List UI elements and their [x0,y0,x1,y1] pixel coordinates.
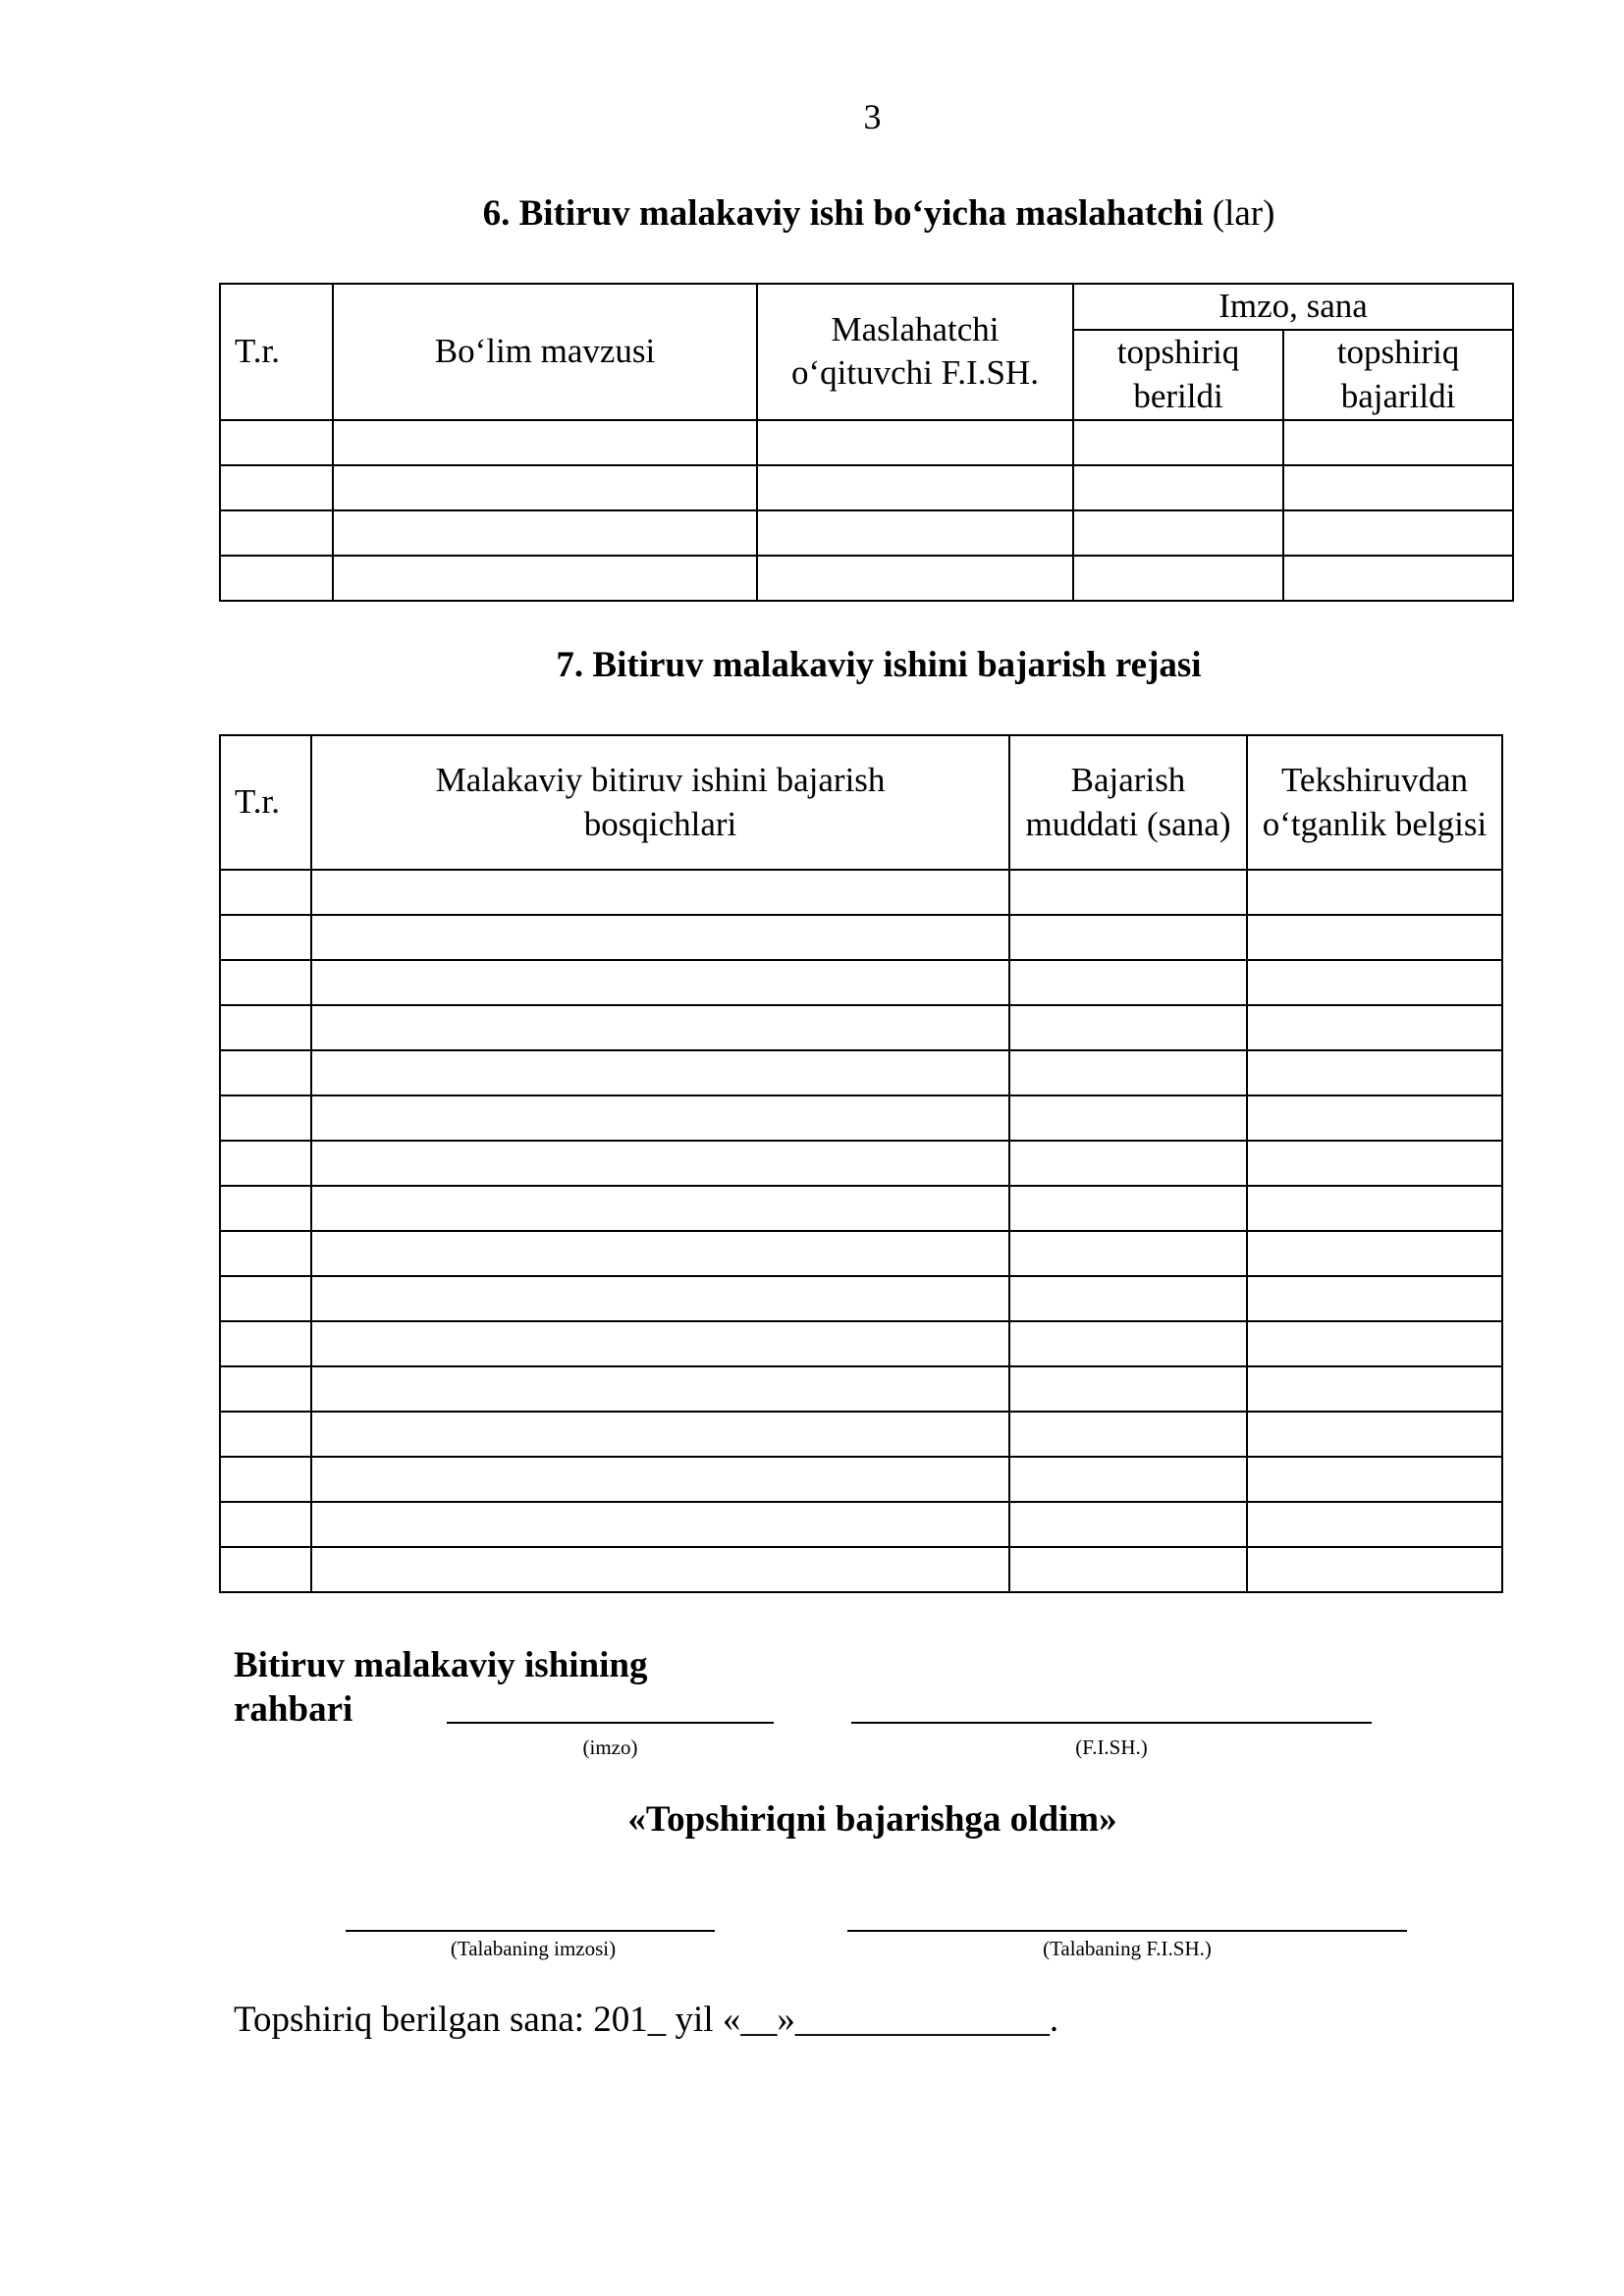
table-cell[interactable] [757,510,1073,556]
supervisor-name-line[interactable] [851,1722,1372,1724]
table-row [220,465,1513,510]
table-cell[interactable] [311,1412,1009,1457]
section-6-title-tail: (lar) [1203,193,1275,234]
advisors-header-done: topshiriq bajarildi [1283,330,1513,420]
table-cell[interactable] [1283,556,1513,601]
table-cell[interactable] [1009,1231,1247,1276]
table-cell[interactable] [1247,870,1502,915]
table-row [220,1050,1502,1095]
plan-header-check: Tekshiruvdan o‘tganlik belgisi [1247,735,1502,870]
table-cell[interactable] [1009,1186,1247,1231]
table-cell[interactable] [1009,1412,1247,1457]
table-cell[interactable] [1009,960,1247,1005]
table-cell[interactable] [1073,556,1283,601]
table-cell[interactable] [1247,960,1502,1005]
table-cell[interactable] [220,1457,311,1502]
table-cell[interactable] [1009,1050,1247,1095]
table-cell[interactable] [1009,1457,1247,1502]
table-cell[interactable] [1073,465,1283,510]
table-row [220,420,1513,465]
table-cell[interactable] [220,465,333,510]
table-cell[interactable] [220,1095,311,1141]
table-cell[interactable] [311,1366,1009,1412]
table-cell[interactable] [220,420,333,465]
table-cell[interactable] [1283,510,1513,556]
table-row [220,1366,1502,1412]
table-cell[interactable] [220,960,311,1005]
assignment-date-line: Topshiriq berilgan sana: 201_ yil «__»______________. [234,2000,1059,2040]
table-cell[interactable] [1247,1457,1502,1502]
supervisor-label: Bitiruv malakaviy ishining rahbari [234,1645,648,1730]
table-cell[interactable] [220,1276,311,1321]
table-cell[interactable] [220,1141,311,1186]
table-row [220,1186,1502,1231]
table-cell[interactable] [311,1502,1009,1547]
table-cell[interactable] [311,1231,1009,1276]
table-cell[interactable] [1247,1366,1502,1412]
supervisor-signature-caption: (imzo) [582,1735,638,1759]
table-cell[interactable] [220,1502,311,1547]
advisors-header-advisor: Maslahatchi o‘qituvchi F.I.SH. [757,284,1073,420]
table-cell[interactable] [1247,1502,1502,1547]
advisors-header-tr: T.r. [220,284,333,420]
plan-header-deadline: Bajarish muddati (sana) [1009,735,1247,870]
table-cell[interactable] [311,870,1009,915]
table-cell[interactable] [1247,1095,1502,1141]
table-cell[interactable] [220,1321,311,1366]
table-cell[interactable] [333,465,757,510]
table-cell[interactable] [1009,1141,1247,1186]
table-cell[interactable] [1283,420,1513,465]
table-cell[interactable] [1247,1050,1502,1095]
table-cell[interactable] [311,1005,1009,1050]
section-7-title: 7. Bitiruv malakaviy ishini bajarish rejasi [556,645,1202,685]
table-cell[interactable] [1247,1321,1502,1366]
table-cell[interactable] [1247,1412,1502,1457]
student-signature-caption: (Talabaning imzosi) [450,1937,617,1960]
table-cell[interactable] [220,556,333,601]
table-row [220,1141,1502,1186]
table-row [220,1095,1502,1141]
table-cell[interactable] [220,1547,311,1592]
table-cell[interactable] [1073,510,1283,556]
table-cell[interactable] [311,1095,1009,1141]
table-row [220,556,1513,601]
table-cell[interactable] [1009,915,1247,960]
table-cell[interactable] [311,1141,1009,1186]
table-cell[interactable] [311,1547,1009,1592]
table-cell[interactable] [220,1412,311,1457]
table-cell[interactable] [220,1231,311,1276]
table-cell[interactable] [311,1186,1009,1231]
student-name-caption: (Talabaning F.I.SH.) [1043,1937,1212,1960]
table-row [220,1502,1502,1547]
table-row [220,1005,1502,1050]
table-cell[interactable] [311,1321,1009,1366]
table-cell[interactable] [757,465,1073,510]
table-cell[interactable] [1073,420,1283,465]
table-cell[interactable] [311,1457,1009,1502]
table-cell[interactable] [1283,465,1513,510]
page-number: 3 [863,97,882,136]
table-cell[interactable] [220,915,311,960]
table-row [220,1276,1502,1321]
table-cell[interactable] [1009,1366,1247,1412]
work-plan-table [219,734,1503,1593]
table-cell[interactable] [1247,1005,1502,1050]
table-cell[interactable] [1247,915,1502,960]
table-cell[interactable] [311,1276,1009,1321]
supervisor-name-caption: (F.I.SH.) [1075,1735,1148,1759]
table-cell[interactable] [220,1005,311,1050]
acceptance-title: «Topshiriqni bajarishga oldim» [627,1799,1117,1840]
table-cell[interactable] [1009,1095,1247,1141]
table-row [220,1412,1502,1457]
table-cell[interactable] [1247,1186,1502,1231]
table-cell[interactable] [333,420,757,465]
table-cell[interactable] [1247,1231,1502,1276]
table-cell[interactable] [1009,1005,1247,1050]
student-signature-line[interactable] [346,1930,715,1932]
table-cell[interactable] [220,1366,311,1412]
table-row [220,1321,1502,1366]
student-name-line[interactable] [847,1930,1407,1932]
advisors-header-topic: Bo‘lim mavzusi [333,284,757,420]
section-6-title-bold: 6. Bitiruv malakaviy ishi bo‘yicha maslahatchi [482,193,1204,234]
table-cell[interactable] [1009,1502,1247,1547]
table-cell[interactable] [1009,1547,1247,1592]
table-row [220,870,1502,915]
section-6-title [0,192,1624,235]
table-cell[interactable] [1009,1321,1247,1366]
table-row [220,915,1502,960]
table-cell[interactable] [220,510,333,556]
plan-header-tr: T.r. [220,735,311,870]
advisors-table [219,283,1514,602]
table-row [220,960,1502,1005]
table-cell[interactable] [1009,870,1247,915]
supervisor-signature-line[interactable] [447,1722,774,1724]
table-cell[interactable] [311,960,1009,1005]
table-row [220,1547,1502,1592]
advisors-header-given: topshiriq berildi [1073,330,1283,420]
table-cell[interactable] [333,556,757,601]
table-cell[interactable] [311,1050,1009,1095]
table-row [220,510,1513,556]
table-cell[interactable] [757,556,1073,601]
table-cell[interactable] [1247,1276,1502,1321]
table-cell[interactable] [220,1050,311,1095]
table-cell[interactable] [1247,1141,1502,1186]
table-cell[interactable] [1009,1276,1247,1321]
table-cell[interactable] [757,420,1073,465]
table-row [220,1231,1502,1276]
table-cell[interactable] [220,870,311,915]
table-cell[interactable] [1247,1547,1502,1592]
table-cell[interactable] [311,915,1009,960]
plan-header-stages: Malakaviy bitiruv ishini bajarish bosqichlari [311,735,1009,870]
table-cell[interactable] [333,510,757,556]
table-row [220,1457,1502,1502]
advisors-header-signature-date: Imzo, sana [1073,284,1513,330]
table-cell[interactable] [220,1186,311,1231]
